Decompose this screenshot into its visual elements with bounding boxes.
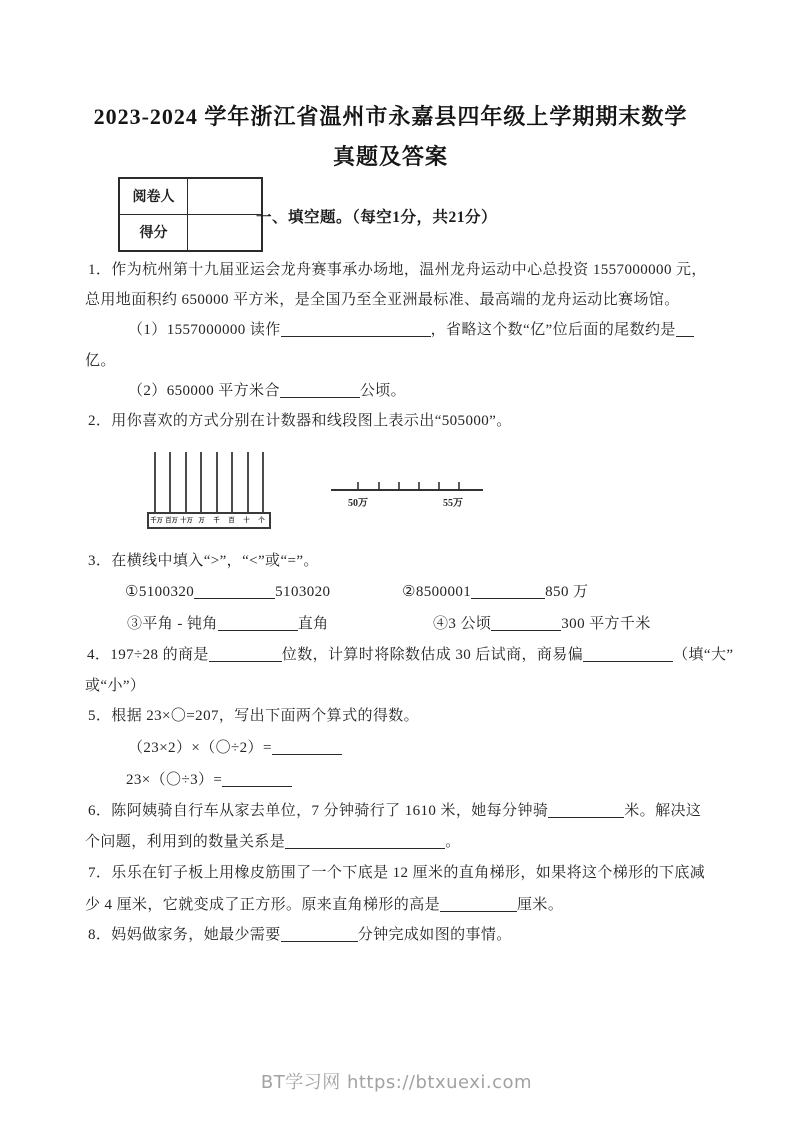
q3-text: 3．在横线中填入“>”，“<”或“=”。 (88, 553, 319, 569)
number-line-label-55w: 55万 (443, 498, 463, 509)
q5-expr1-blank (272, 739, 342, 755)
place-value-label: 千 (213, 516, 220, 524)
q6-line2-post: 。 (445, 834, 461, 850)
q8-pre: 8．妈妈做家务，她最少需要 (88, 927, 281, 943)
score-value-cell (188, 215, 261, 251)
number-line (330, 477, 485, 511)
q7-line1: 7．乐乐在钉子板上用橡皮筋围了一个下底是 12 厘米的直角梯形，如果将这个梯形的下底减 (88, 865, 706, 881)
place-value-label: 百万 (165, 516, 178, 524)
place-value-label: 十 (243, 516, 250, 524)
q7-line2-pre: 少 4 厘米，它就变成了正方形。原来直角梯形的高是 (85, 897, 441, 913)
score-table (118, 177, 263, 252)
place-value-label: 百 (228, 516, 235, 524)
q3-item3-pre: ③平角 - 钝角 (127, 616, 218, 632)
counter-rod (185, 452, 187, 512)
q3-item1-blank (194, 583, 275, 599)
q4-post: （填“大” (673, 647, 734, 663)
q1-sub2-blank (280, 382, 360, 398)
number-line-label-50w: 50万 (348, 498, 368, 509)
reviewer-value-cell (188, 179, 261, 215)
q3-item2-post: 850 万 (545, 584, 589, 600)
title-line-1: 2023-2024 学年浙江省温州市永嘉县四年级上学期期末数学 (93, 104, 688, 129)
q8-line (88, 926, 512, 945)
q6-line2 (85, 833, 461, 852)
q3-item3-post: 直角 (297, 616, 329, 632)
q3-item2-blank (471, 583, 545, 599)
title-line-2: 真题及答案 (332, 144, 448, 169)
q6-mid: 米。解决这 (624, 803, 702, 819)
q3-item4-blank (491, 615, 561, 631)
q5-expr1-text: （23×2）×（〇÷2）= (128, 740, 272, 756)
counter-rods (147, 452, 271, 512)
q7-line2-post: 厘米。 (517, 897, 564, 913)
q8-blank (281, 926, 358, 942)
document-title (84, 97, 697, 177)
q3-item4-post: 300 平方千米 (561, 616, 651, 632)
q5-text: 5．根据 23×〇=207，写出下面两个算式的得数。 (88, 708, 420, 724)
section-heading: 一、填空题。（每空1分，共21分） (256, 209, 498, 226)
q1-line1: 1．作为杭州第十九届亚运会龙舟赛事承办场地，温州龙舟运动中心总投资 1557000000 元， (88, 262, 707, 278)
q2-text: 2．用你喜欢的方式分别在计数器和线段图上表示出“505000”。 (88, 413, 512, 429)
counter-base (147, 512, 271, 529)
place-value-label: 个 (258, 516, 265, 524)
q1-line2: 总用地面积约 650000 平方米，是全国乃至全亚洲最标准、最高端的龙舟运动比赛场馆。 (85, 292, 680, 308)
q6-line1 (88, 802, 701, 821)
q1-sub1-mid: ，省略这个数“亿”位后面的尾数约是 (430, 322, 676, 338)
q5-expr2-blank (222, 771, 292, 787)
q3-item4 (433, 615, 651, 634)
q1-sub1-blank1 (281, 321, 431, 337)
reviewer-label-cell: 阅卷人 (120, 179, 188, 215)
q4-line1 (87, 646, 733, 665)
q4-blank2 (583, 646, 673, 662)
counter-rod (154, 452, 156, 512)
q3-item4-pre: ④3 公顷 (433, 616, 492, 632)
q3-item1-pre: ①5100320 (125, 584, 195, 600)
q1-cont: 亿。 (85, 353, 116, 369)
q8-post: 分钟完成如图的事情。 (357, 927, 512, 943)
counter-rod (247, 452, 249, 512)
q6-pre: 6．陈阿姨骑自行车从家去单位，7 分钟骑行了 1610 米，她每分钟骑 (88, 803, 549, 819)
q1-sub1 (128, 321, 694, 340)
q3-row1 (125, 583, 589, 602)
q3-item1-post: 5103020 (275, 584, 331, 600)
counter-rod (200, 452, 202, 512)
q5-expr2 (126, 771, 292, 790)
q6-blank2 (285, 833, 445, 849)
abacus-counter (147, 452, 271, 529)
q4-line2: 或“小”） (85, 678, 146, 694)
q4-blank1 (209, 646, 282, 662)
q1-sub1-blank2 (676, 321, 694, 337)
q1-sub2 (128, 382, 406, 401)
counter-rod (169, 452, 171, 512)
place-value-label: 万 (198, 516, 205, 524)
score-label-cell: 得分 (120, 215, 188, 251)
q4-pre: 4．197÷28 的商是 (87, 647, 209, 663)
q1-sub2-post: 公顷。 (359, 383, 407, 399)
q3-item2-pre: ②8500001 (402, 584, 472, 600)
q3-row2 (127, 615, 651, 634)
q1-sub1-pre: （1）1557000000 读作 (128, 322, 281, 338)
counter-rod (216, 452, 218, 512)
counter-rod (262, 452, 264, 512)
q4-mid: 位数，计算时将除数估成 30 后试商，商易偏 (281, 647, 584, 663)
q3-item3-blank (218, 615, 298, 631)
q5-expr1 (128, 739, 342, 758)
q3-item2 (402, 583, 588, 602)
q7-line2 (85, 896, 563, 915)
q6-blank1 (548, 802, 624, 818)
place-value-label: 十万 (180, 516, 193, 524)
q1-sub2-pre: （2）650000 平方米合 (128, 383, 280, 399)
q5-expr2-text: 23×（〇÷3）= (126, 772, 223, 788)
place-value-label: 千万 (150, 516, 163, 524)
counter-rod (231, 452, 233, 512)
q7-blank (440, 896, 517, 912)
q6-line2-pre: 个问题，利用到的数量关系是 (85, 834, 286, 850)
watermark: BT学习网 https://btxuexi.com (260, 1072, 533, 1093)
